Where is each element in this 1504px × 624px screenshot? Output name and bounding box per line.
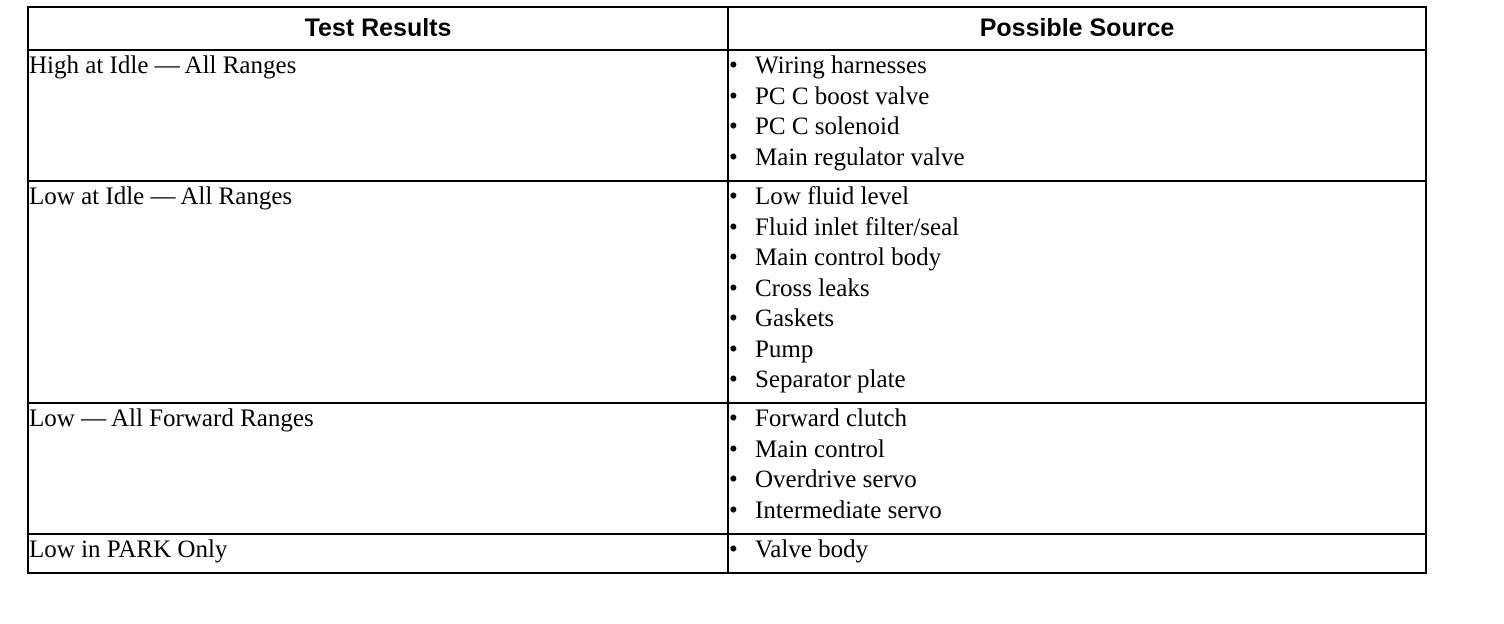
source-item: Valve body	[755, 536, 869, 563]
source-item: Main regulator valve	[755, 143, 965, 171]
list-item	[729, 182, 1425, 213]
diagnosis-table	[27, 6, 1427, 574]
list-item	[729, 304, 1425, 335]
source-item: Forward clutch	[755, 405, 908, 432]
table-row	[28, 534, 1426, 573]
bullet-icon: •	[729, 52, 738, 79]
source-item: Intermediate servo	[755, 496, 942, 524]
possible-source-cell	[728, 181, 1426, 403]
table-row	[28, 403, 1426, 534]
test-result-cell: Low in PARK Only	[28, 534, 728, 573]
bullet-icon: •	[729, 405, 738, 432]
bullet-icon: •	[729, 113, 738, 140]
bullet-icon: •	[729, 244, 738, 271]
bullet-icon: •	[729, 536, 738, 563]
source-item: Overdrive servo	[755, 466, 917, 493]
source-item: Gaskets	[755, 305, 835, 332]
source-item: Cross leaks	[755, 274, 870, 302]
table-row	[28, 181, 1426, 403]
bullet-icon: •	[729, 82, 738, 110]
list-item	[729, 435, 1425, 466]
source-list	[729, 404, 1425, 526]
bullet-icon: •	[729, 496, 738, 524]
bullet-icon: •	[729, 435, 738, 463]
possible-source-cell	[728, 403, 1426, 534]
source-item: Fluid inlet filter/seal	[755, 213, 960, 241]
test-result-cell: Low — All Forward Ranges	[28, 403, 728, 534]
source-item: Low fluid level	[755, 183, 910, 210]
list-item	[729, 243, 1425, 274]
source-list	[729, 51, 1425, 173]
test-result-cell: Low at Idle — All Ranges	[28, 181, 728, 403]
header-test-results: Test Results	[28, 7, 728, 50]
bullet-icon: •	[729, 335, 738, 363]
list-item	[729, 496, 1425, 527]
bullet-icon: •	[729, 466, 738, 493]
bullet-icon: •	[729, 183, 738, 210]
table-row	[28, 50, 1426, 181]
list-item	[729, 465, 1425, 496]
bullet-icon: •	[729, 213, 738, 241]
test-result-cell: High at Idle — All Ranges	[28, 50, 728, 181]
list-item	[729, 365, 1425, 396]
list-item	[729, 82, 1425, 113]
bullet-icon: •	[729, 305, 738, 332]
source-list	[729, 535, 1425, 566]
possible-source-cell	[728, 50, 1426, 181]
list-item	[729, 51, 1425, 82]
source-item: PC C solenoid	[755, 113, 900, 140]
bullet-icon: •	[729, 274, 738, 302]
source-item: PC C boost valve	[755, 82, 930, 110]
bullet-icon: •	[729, 143, 738, 171]
list-item	[729, 335, 1425, 366]
source-item: Main control body	[755, 244, 942, 271]
list-item	[729, 535, 1425, 566]
source-item: Pump	[755, 335, 814, 363]
list-item	[729, 274, 1425, 305]
header-possible-source: Possible Source	[728, 7, 1426, 50]
header-row	[28, 7, 1426, 50]
source-item: Separator plate	[755, 366, 906, 393]
source-item: Wiring harnesses	[755, 52, 927, 79]
list-item	[729, 143, 1425, 174]
list-item	[729, 112, 1425, 143]
bullet-icon: •	[729, 366, 738, 393]
possible-source-cell	[728, 534, 1426, 573]
list-item	[729, 213, 1425, 244]
list-item	[729, 404, 1425, 435]
source-list	[729, 182, 1425, 396]
source-item: Main control	[755, 435, 885, 463]
